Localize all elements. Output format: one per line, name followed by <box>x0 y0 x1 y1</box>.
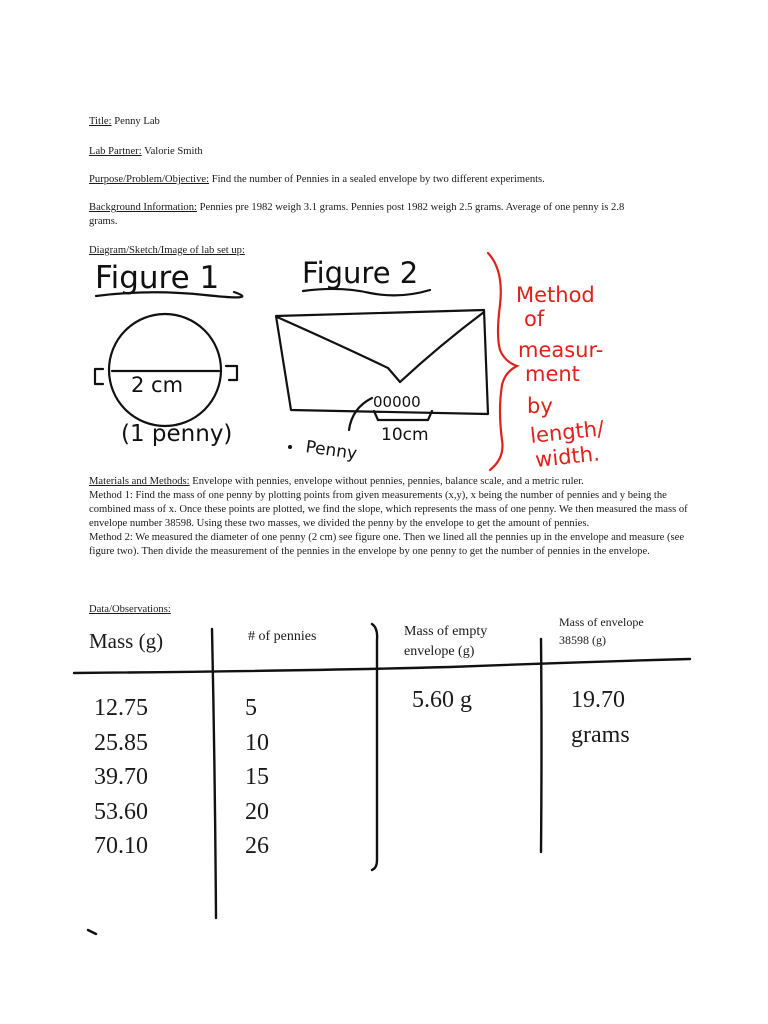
figure1-title: Figure 1 <box>95 260 220 296</box>
figure2-measure: 10cm <box>381 425 429 445</box>
table-cell-envelope-38598-value: 19.70 <box>571 687 625 713</box>
header-envelope-38598 <box>559 613 644 649</box>
table-ink <box>74 624 690 934</box>
header-empty-envelope-line-1: Mass of empty <box>404 624 488 639</box>
header-pennies: # of pennies <box>248 629 317 644</box>
table-cell-mass: 70.10 <box>94 833 148 859</box>
table-cell-envelope-38598-unit: grams <box>571 721 630 748</box>
header-envelope-38598-line-2: 38598 (g) <box>559 633 606 647</box>
table-header-rule <box>74 659 690 673</box>
lab-partner-value: Valorie Smith <box>144 146 203 157</box>
title-value: Penny Lab <box>114 116 160 127</box>
table-cell-mass: 25.85 <box>94 729 148 756</box>
header-empty-envelope <box>404 622 487 662</box>
title-label: Title: <box>89 116 112 127</box>
figure1-caption: (1 penny) <box>121 421 233 447</box>
materials-value: Envelope with pennies, envelope without pennies, pennies, balance scale, and a metric ruler. <box>192 476 584 487</box>
annotation-line-6: length/ <box>529 416 606 448</box>
pennies-column <box>245 691 269 864</box>
mass-column <box>94 691 148 864</box>
background-label: Background Information: <box>89 202 197 213</box>
data-observations-label: Data/Observations: <box>89 604 171 615</box>
materials-label: Materials and Methods: <box>89 476 190 487</box>
stray-mark <box>88 930 96 934</box>
annotation-line-4: ment <box>525 362 580 386</box>
table-cell-empty-envelope: 5.60 g <box>412 687 472 713</box>
method-2: Method 2: We measured the diameter of one penny (2 cm) see figure one. Then we lined all the pennies up in the envelope and measure (see figure two). Then divide the measurement of the pennies in the envelope by one penny to get the number of pennies in the envelope. <box>89 532 685 557</box>
table-cell-mass: 53.60 <box>94 798 148 825</box>
annotation-line-1: Method <box>516 283 595 307</box>
figure2-penny-label: Penny <box>304 437 359 465</box>
purpose-label: Purpose/Problem/Objective: <box>89 174 210 185</box>
annotation-line-7: width. <box>534 441 601 472</box>
table-cell-mass: 12.75 <box>94 695 148 721</box>
figure1-measure: 2 cm <box>131 373 184 397</box>
annotation-line-5: by <box>527 394 553 418</box>
lab-partner-label: Lab Partner: <box>89 146 142 157</box>
envelope-38598-column <box>571 683 630 752</box>
figure2-pennies: 00000 <box>373 393 421 411</box>
table-cell-pennies: 15 <box>245 764 269 790</box>
diagram-label: Diagram/Sketch/Image of lab set up: <box>89 245 245 256</box>
table-cell-pennies: 5 <box>245 695 257 721</box>
annotation-line-2: of <box>524 307 545 331</box>
purpose-value: Find the number of Pennies in a sealed envelope by two different experiments. <box>211 174 545 185</box>
table-cell-mass: 39.70 <box>94 764 148 790</box>
background-value: Pennies pre 1982 weigh 3.1 grams. Pennies post 1982 weigh 2.5 grams. Average of one penny is 2.8 grams. <box>89 202 625 227</box>
method-1: Method 1: Find the mass of one penny by plotting points from given measurements (x,y), x being the number of pennies and y being the combined mass of x. Once these points are plotted, we find the slope, which represents the mass of one penny. We then measured the mass of envelope number 38598. Using these two masses, we divided the penny by the envelope to get the amount of pennies. <box>89 490 688 529</box>
header-envelope-38598-line-1: Mass of envelope <box>559 615 644 629</box>
table-cell-pennies: 20 <box>245 798 269 825</box>
annotation-line-3: measur- <box>518 338 604 362</box>
table-cell-pennies: 26 <box>245 833 269 859</box>
header-empty-envelope-line-2: envelope (g) <box>404 644 475 659</box>
figure2-title: Figure 2 <box>302 256 419 290</box>
table-divider-3 <box>541 639 542 852</box>
header-mass: Mass (g) <box>89 629 164 653</box>
table-cell-pennies: 10 <box>245 729 269 756</box>
table-divider-2 <box>372 624 377 870</box>
